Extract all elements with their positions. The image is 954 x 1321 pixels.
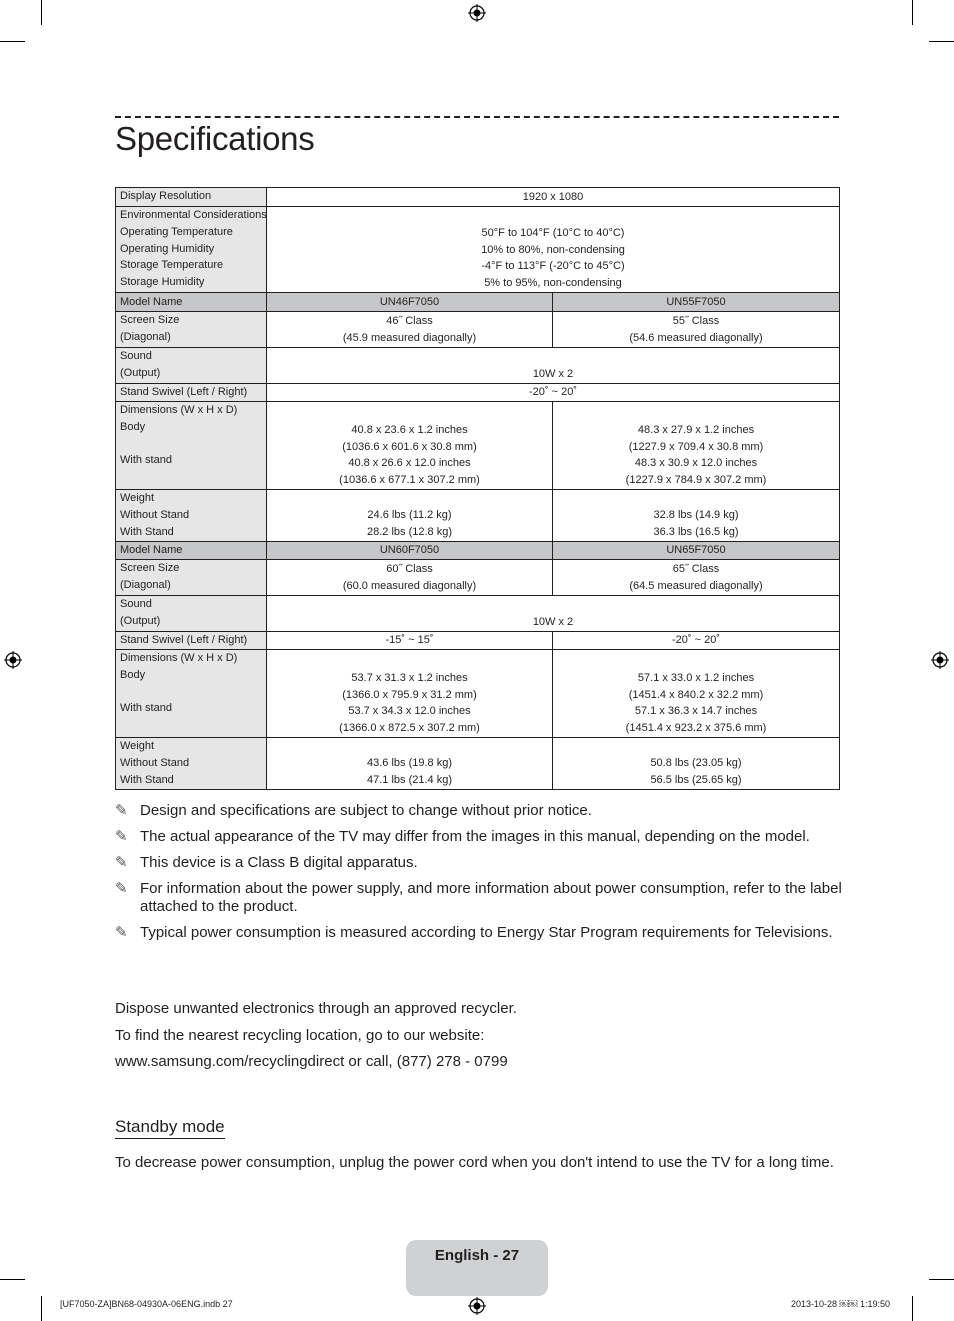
table-row (116, 560, 840, 596)
model-name-row (116, 542, 840, 560)
table-row (116, 650, 840, 738)
note-text: Typical power consumption is measured according to Energy Star Program requirements for Televisions. (140, 924, 833, 941)
model-name: UN65F7050 (553, 542, 840, 560)
row-label: Environmental Considerations Operating Temperature Operating Humidity Storage Temperature Storage Humidity (116, 207, 267, 293)
pencil-note-icon: ✎ (115, 828, 128, 845)
standby-text: To decrease power consumption, unplug the power cord when you don't intend to use the TV for a long time. (115, 1154, 834, 1171)
row-label: Display Resolution (116, 188, 267, 207)
table-row (116, 632, 840, 650)
registration-mark-icon (931, 651, 949, 669)
row-label: Stand Swivel (Left / Right) (116, 384, 267, 402)
table-row (116, 490, 840, 542)
recycle-link-text: www.samsung.com/recyclingdirect or call, (877) 278 - 0799 (115, 1053, 508, 1070)
list-item (115, 854, 845, 872)
table-row (116, 738, 840, 790)
page-number-tab: English - 27 (406, 1240, 548, 1296)
row-value: 40.8 x 23.6 x 1.2 inches (1036.6 x 601.6 x 30.8 mm) 40.8 x 26.6 x 12.0 inches (1036.6 x 677.1 x 307.2 mm) (267, 402, 553, 490)
row-value: 48.3 x 27.9 x 1.2 inches (1227.9 x 709.4 x 30.8 mm) 48.3 x 30.9 x 12.0 inches (1227.9 x 784.9 x 307.2 mm) (553, 402, 840, 490)
pencil-note-icon: ✎ (115, 854, 128, 871)
row-label: Sound (Output) (116, 596, 267, 632)
model-name: UN55F7050 (553, 293, 840, 312)
crop-mark (912, 1296, 913, 1321)
row-value: 60˝ Class (60.0 measured diagonally) (267, 560, 553, 596)
row-value: 24.6 lbs (11.2 kg) 28.2 lbs (12.8 kg) (267, 490, 553, 542)
table-row (116, 188, 840, 207)
table-row (116, 596, 840, 632)
recycle-text: Dispose unwanted electronics through an approved recycler. (115, 1000, 517, 1017)
notes-list (115, 802, 845, 950)
registration-mark-icon (468, 4, 486, 22)
row-label: Dimensions (W x H x D) Body With stand (116, 650, 267, 738)
row-label: Dimensions (W x H x D) Body With stand (116, 402, 267, 490)
row-value: 50°F to 104°F (10°C to 40°C) 10% to 80%, non-condensing -4°F to 113°F (-20°C to 45°C) 5% to 95%, non-condensing (267, 207, 840, 293)
model-name-row (116, 293, 840, 312)
table-row (116, 312, 840, 348)
pencil-note-icon: ✎ (115, 802, 128, 819)
row-value: 10W x 2 (267, 596, 840, 632)
footer-timestamp: 2013-10-28 ￼￼ 1:19:50 (791, 1299, 891, 1309)
recycle-text: To find the nearest recycling location, go to our website: (115, 1027, 485, 1044)
note-text: This device is a Class B digital apparatus. (140, 854, 418, 871)
table-row (116, 348, 840, 384)
crop-mark (929, 41, 954, 42)
footer-file-info: [UF7050-ZA]BN68-04930A-06ENG.indb 27 (60, 1299, 233, 1309)
note-text: The actual appearance of the TV may differ from the images in this manual, depending on the model. (140, 828, 810, 845)
row-label: Screen Size (Diagonal) (116, 560, 267, 596)
row-value: 1920 x 1080 (267, 188, 840, 207)
list-item (115, 828, 845, 846)
row-value: 65˝ Class (64.5 measured diagonally) (553, 560, 840, 596)
model-name: UN46F7050 (267, 293, 553, 312)
row-label: Model Name (116, 542, 267, 560)
crop-mark (929, 1279, 954, 1280)
row-value: -15˚ ~ 15˚ (267, 632, 553, 650)
list-item (115, 924, 845, 942)
note-text: Design and specifications are subject to change without prior notice. (140, 802, 592, 819)
table-row (116, 402, 840, 490)
page-title: Specifications (115, 120, 315, 157)
row-value: 46˝ Class (45.9 measured diagonally) (267, 312, 553, 348)
spec-table (115, 187, 840, 790)
pencil-note-icon: ✎ (115, 924, 128, 941)
table-row (116, 207, 840, 293)
row-label: Stand Swivel (Left / Right) (116, 632, 267, 650)
row-value: 55˝ Class (54.6 measured diagonally) (553, 312, 840, 348)
row-value: 50.8 lbs (23.05 kg) 56.5 lbs (25.65 kg) (553, 738, 840, 790)
registration-mark-icon (4, 651, 22, 669)
registration-mark-icon (468, 1297, 486, 1315)
standby-heading: Standby mode (115, 1117, 225, 1139)
row-label: Weight Without Stand With Stand (116, 738, 267, 790)
row-label: Model Name (116, 293, 267, 312)
row-value: 43.6 lbs (19.8 kg) 47.1 lbs (21.4 kg) (267, 738, 553, 790)
table-row (116, 384, 840, 402)
row-value: 10W x 2 (267, 348, 840, 384)
model-name: UN60F7050 (267, 542, 553, 560)
list-item (115, 880, 845, 916)
row-value: -20˚ ~ 20˚ (553, 632, 840, 650)
row-label: Sound (Output) (116, 348, 267, 384)
row-value: 57.1 x 33.0 x 1.2 inches (1451.4 x 840.2 x 32.2 mm) 57.1 x 36.3 x 14.7 inches (1451.4 x 923.2 x 375.6 mm) (553, 650, 840, 738)
crop-mark (41, 0, 42, 25)
row-label: Weight Without Stand With Stand (116, 490, 267, 542)
title-dashed-rule (115, 116, 839, 118)
row-value: -20˚ ~ 20˚ (267, 384, 840, 402)
crop-mark (0, 1279, 25, 1280)
crop-mark (41, 1296, 42, 1321)
row-value: 53.7 x 31.3 x 1.2 inches (1366.0 x 795.9 x 31.2 mm) 53.7 x 34.3 x 12.0 inches (1366.0 x 872.5 x 307.2 mm) (267, 650, 553, 738)
note-text: For information about the power supply, and more information about power consumption, refer to the label attached to the product. (140, 880, 842, 915)
row-value: 32.8 lbs (14.9 kg) 36.3 lbs (16.5 kg) (553, 490, 840, 542)
crop-mark (912, 0, 913, 25)
list-item (115, 802, 845, 820)
crop-mark (0, 41, 25, 42)
pencil-note-icon: ✎ (115, 880, 128, 897)
row-label: Screen Size (Diagonal) (116, 312, 267, 348)
